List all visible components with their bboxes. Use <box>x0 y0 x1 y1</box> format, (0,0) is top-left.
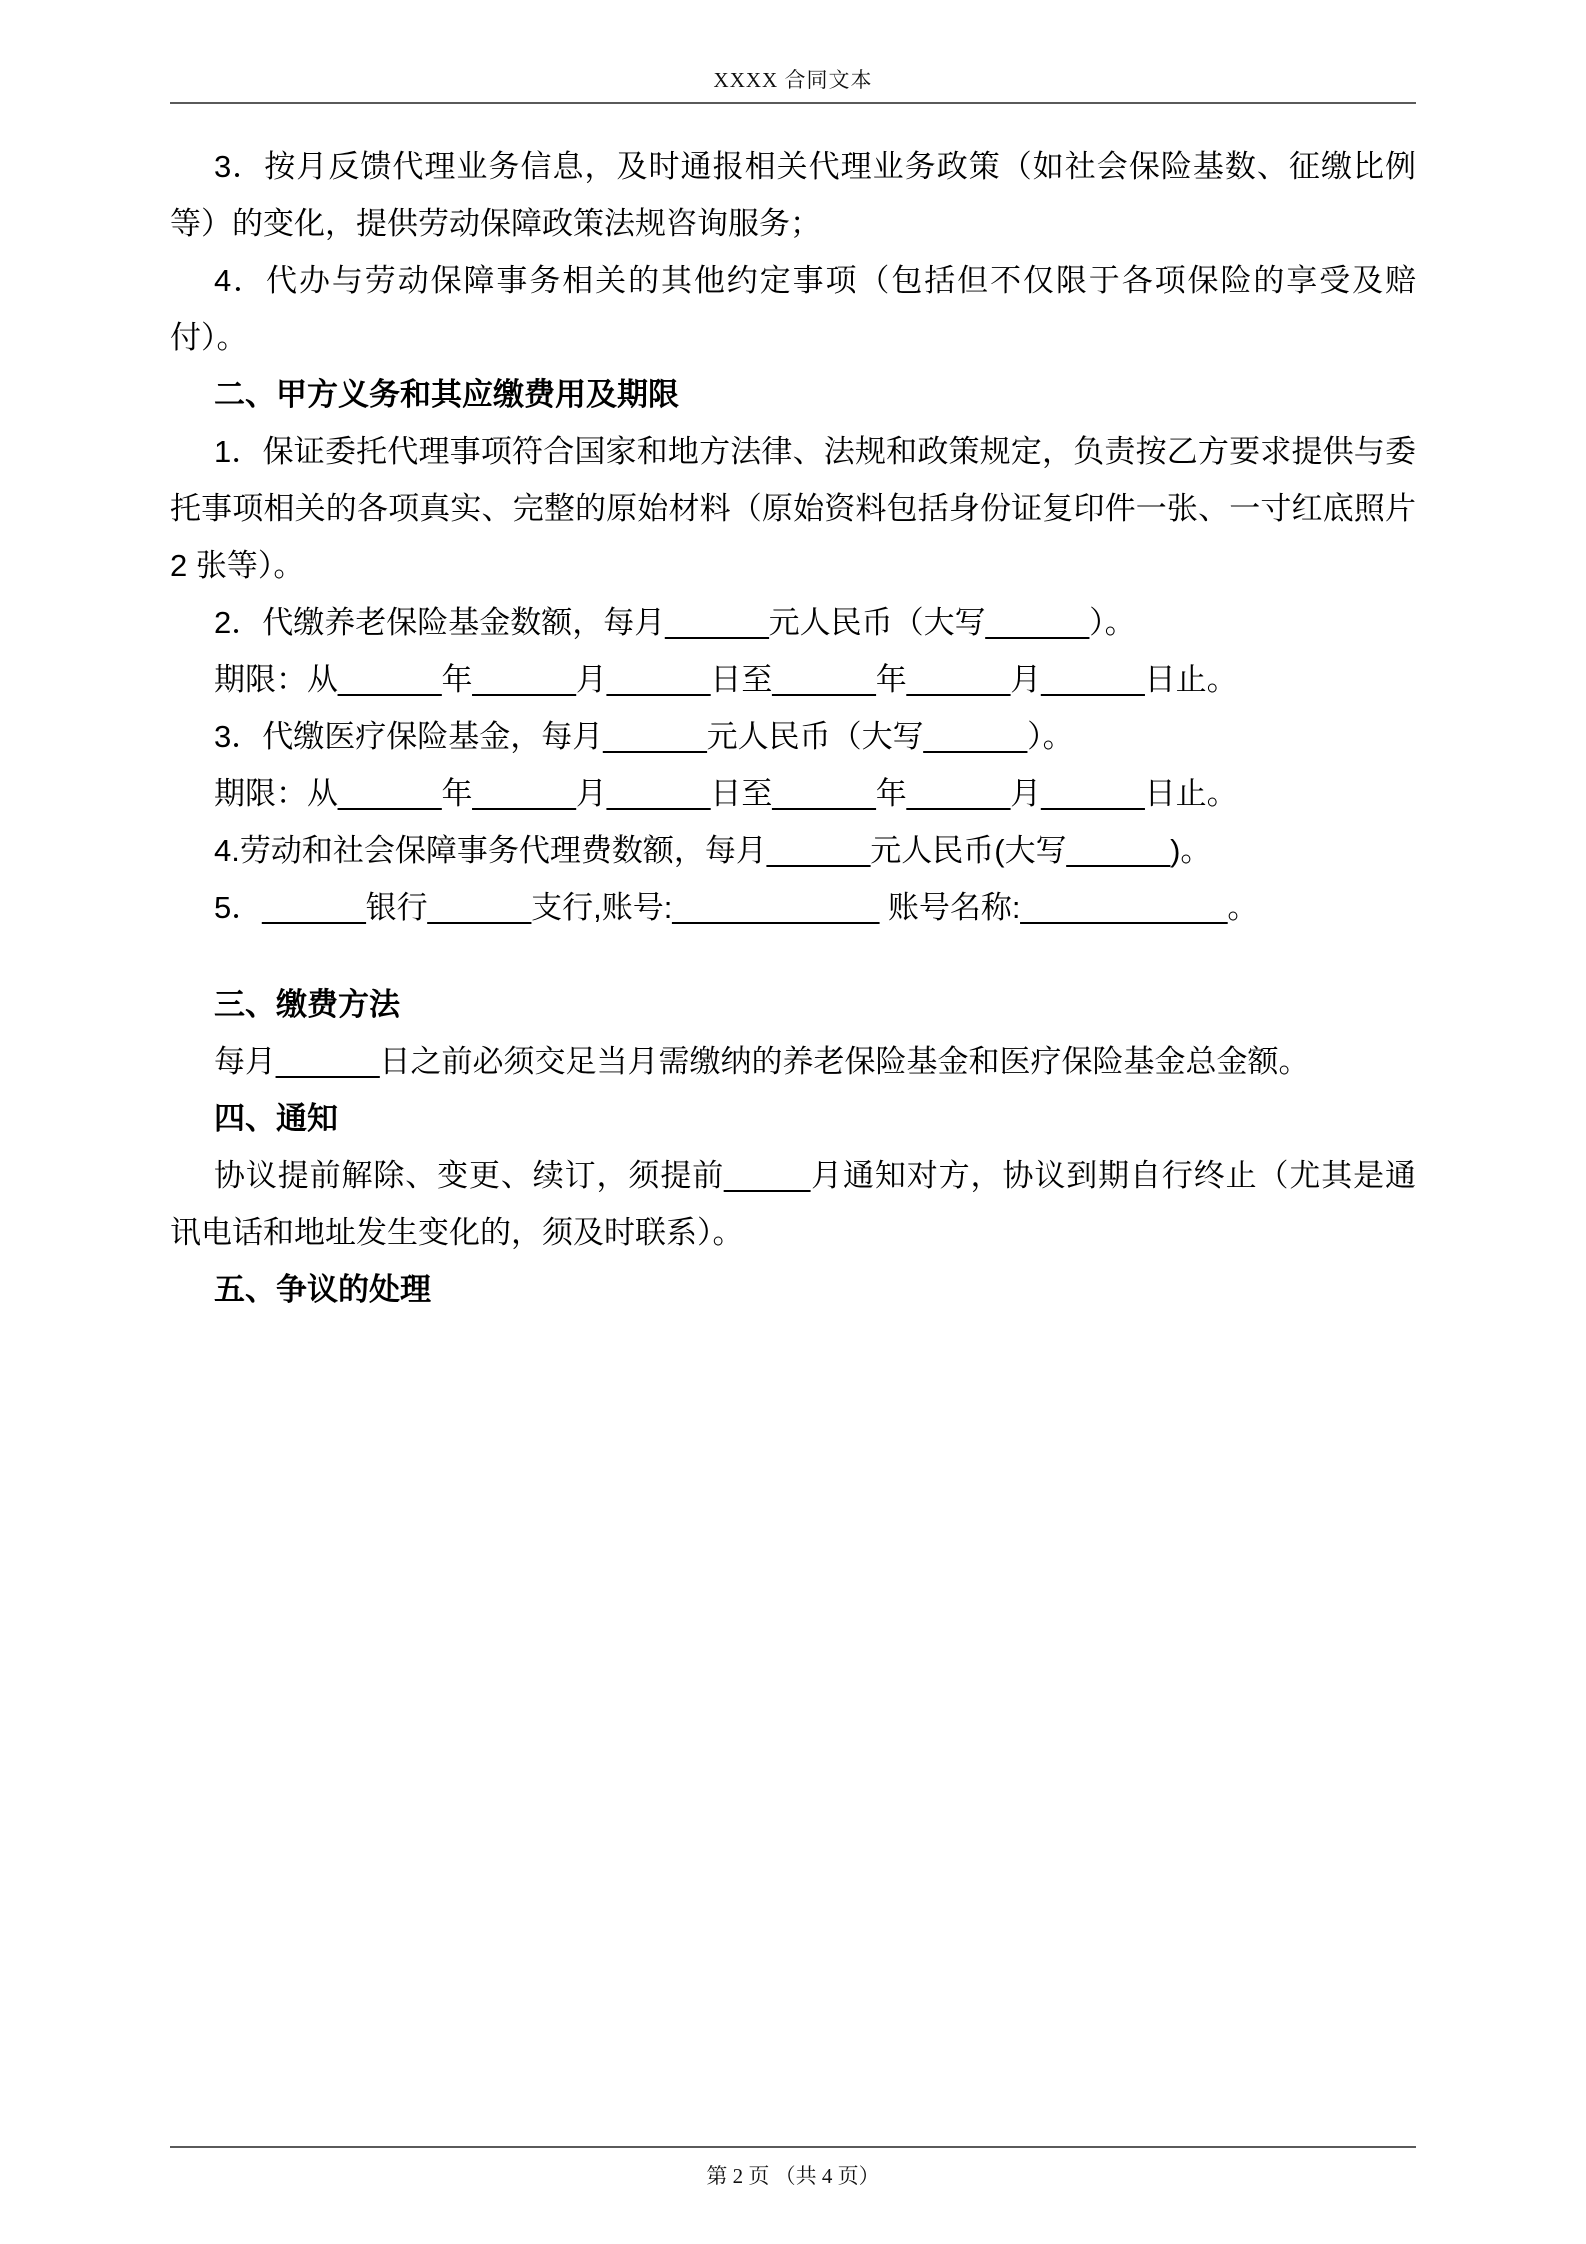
paragraph-payment-method: 每月______日之前必须交足当月需缴纳的养老保险基金和医疗保险基金总金额。 <box>214 1044 1310 1079</box>
paragraph-obligation-1: 1．保证委托代理事项符合国家和地方法律、法规和政策规定，负责按乙方要求提供与委托事项相关的各项真实、完整的原始材料（原始资料包括身份证复印件一张、一寸红底照片 2 张等）。 <box>170 434 1416 583</box>
page-number: 第 2 页 （共 4 页） <box>706 2164 880 2188</box>
paragraph-notice: 协议提前解除、变更、续订，须提前_____月通知对方，协议到期自行终止（尤其是通讯电话和地址发生变化的，须及时联系）。 <box>170 1158 1416 1250</box>
page-header <box>170 64 1416 104</box>
section-heading-4: 四、通知 <box>214 1101 338 1136</box>
paragraph-term-line-1: 期限：从______年______月______日至______年______月______日止。 <box>214 662 1238 697</box>
paragraph-clause-4: 4．代办与劳动保障事务相关的其他约定事项（包括但不仅限于各项保险的享受及赔付）。 <box>170 263 1416 355</box>
header-title: XXXX 合同文本 <box>713 68 873 92</box>
paragraph-obligation-3: 3．代缴医疗保险基金，每月______元人民币（大写______）。 <box>214 719 1074 754</box>
section-heading-2: 二、甲方义务和其应缴费用及期限 <box>214 377 679 412</box>
page-footer <box>170 2146 1416 2190</box>
paragraph-obligation-2: 2．代缴养老保险基金数额，每月______元人民币（大写______）。 <box>214 605 1136 640</box>
section-heading-3: 三、缴费方法 <box>214 987 400 1022</box>
paragraph-clause-3: 3．按月反馈代理业务信息，及时通报相关代理业务政策（如社会保险基数、征缴比例等）的变化，提供劳动保障政策法规咨询服务； <box>170 149 1416 241</box>
paragraph-term-line-2: 期限：从______年______月______日至______年______月______日止。 <box>214 776 1238 811</box>
section-heading-5: 五、争议的处理 <box>214 1272 431 1307</box>
paragraph-obligation-4: 4.劳动和社会保障事务代理费数额，每月______元人民币(大写______)。 <box>214 833 1212 868</box>
paragraph-bank-account: 5．______银行______支行,账号:____________ 账号名称:____________。 <box>214 890 1259 925</box>
document-body <box>170 138 1416 1318</box>
